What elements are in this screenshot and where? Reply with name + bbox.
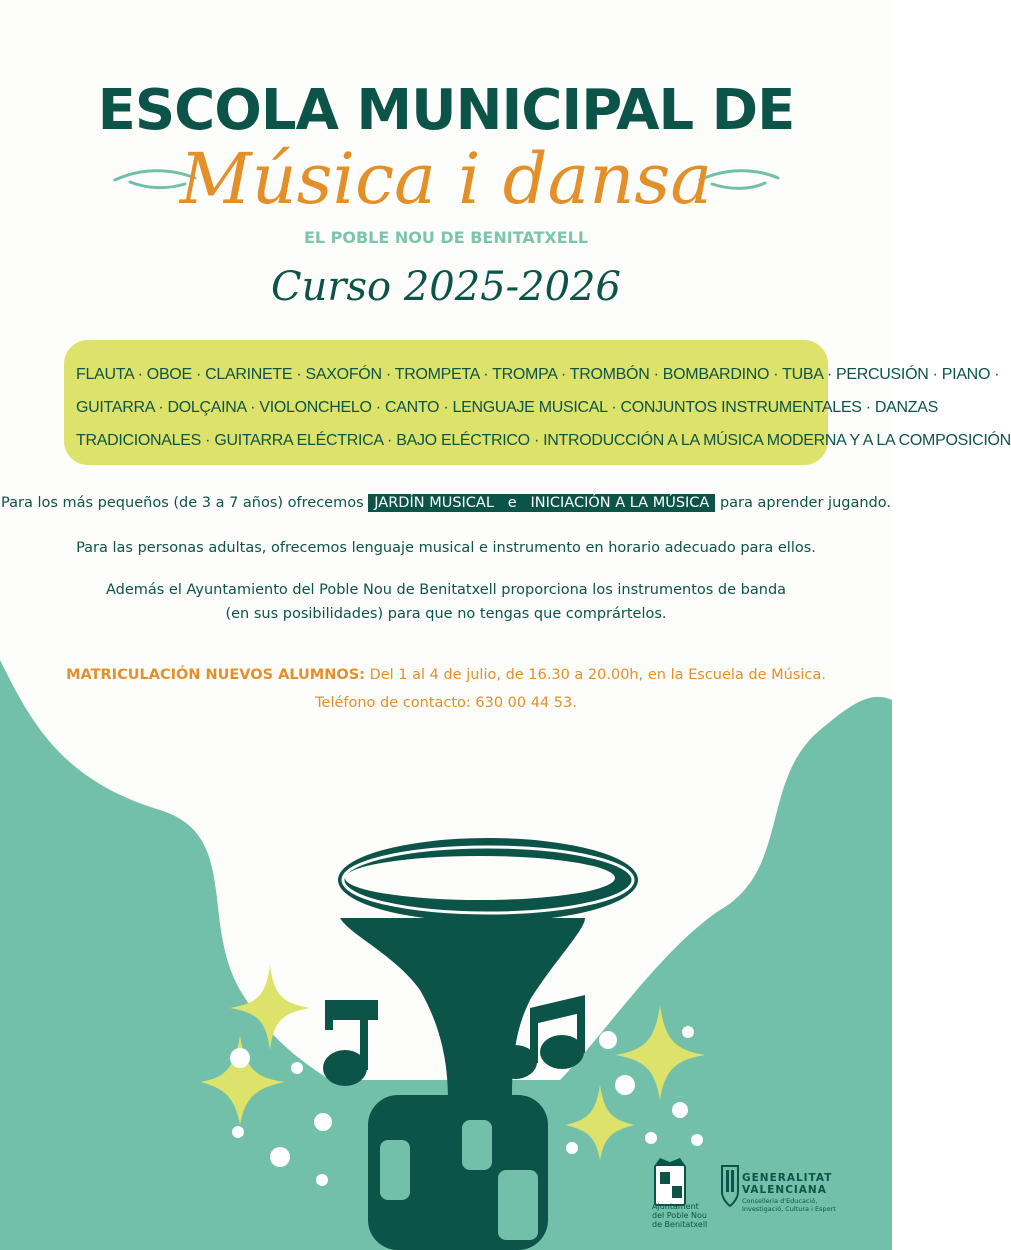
kids-text-after: para aprender jugando.: [719, 495, 891, 511]
instruments-loan-line-1: Además el Ayuntamiento del Poble Nou de Benitatxell proporciona los instrumentos de banda: [105, 582, 787, 598]
generalitat-logo-text: [742, 1172, 832, 1196]
coat-of-arms-icon: [655, 1158, 685, 1205]
ayuntamiento-logo-text: Ajuntament del Poble Nou de Benitatxell: [652, 1202, 708, 1229]
subtitle: EL POBLE NOU DE BENITATXELL: [303, 228, 589, 247]
course-title: Curso 2025-2026: [271, 264, 621, 310]
instruments-line-1: FLAUTA · OBOE · CLARINETE · SAXOFÓN · TROMPETA · TROMPA · TROMBÓN · BOMBARDINO · TUBA · PERCUSIÓN · PIANO ·: [76, 366, 1000, 383]
title-line1: ESCOLA MUNICIPAL DE: [97, 78, 795, 143]
enrolment-details: Del 1 al 4 de julio, de 16.30 a 20.00h, en la Escuela de Música.: [369, 667, 826, 683]
enrolment-line: [0, 663, 892, 687]
enrolment-label: MATRICULACIÓN NUEVOS ALUMNOS:: [66, 667, 365, 683]
instruments-line-3: TRADICIONALES · GUITARRA ELÉCTRICA · BAJO ELÉCTRICO · INTRODUCCIÓN A LA MÚSICA MODERNA Y A LA COMPOSICIÓN: [76, 432, 1011, 449]
instruments-box: [64, 340, 1011, 465]
generalitat-logo-icon: [722, 1166, 738, 1206]
kids-paragraph: [0, 491, 892, 515]
instruments-line-2: GUITARRA · DOLÇAINA · VIOLONCHELO · CANTO · LENGUAJE MUSICAL · CONJUNTOS INSTRUMENTALES · DANZAS: [76, 399, 938, 416]
adults-paragraph: Para las personas adultas, ofrecemos lenguaje musical e instrumento en horario adecuado para ellos.: [76, 540, 816, 556]
kids-text-before: Para los más pequeños (de 3 a 7 años) ofrecemos: [1, 495, 364, 511]
instruments-loan-line-2: (en sus posibilidades) para que no tengas que comprártelos.: [225, 606, 667, 622]
generalitat-line-1: GENERALITAT: [742, 1172, 833, 1184]
tuba-icon: [338, 838, 638, 1250]
contact-phone: Teléfono de contacto: 630 00 44 53.: [315, 695, 577, 711]
instruments-loan-paragraph: [0, 578, 892, 626]
generalitat-line-2: VALENCIANA: [742, 1184, 827, 1196]
title-script-line: Música i dansa: [179, 138, 713, 220]
generalitat-department: Conselleria d'Educació, Investigació, Cultura i Esport: [742, 1197, 836, 1213]
music-note-icon: [323, 1000, 378, 1086]
kids-programs-tag: JARDÍN MUSICAL e INICIACIÓN A LA MÚSICA: [368, 494, 715, 512]
